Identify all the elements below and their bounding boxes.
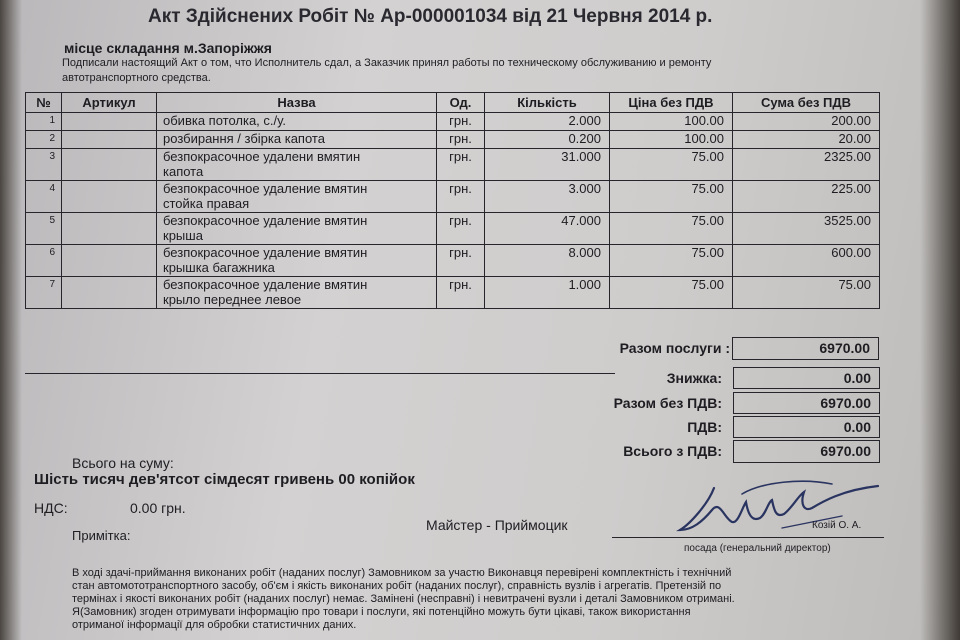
- cell-name-line2: крышка багажника: [163, 260, 275, 275]
- intro-line-2: автотранспортного средства.: [62, 72, 211, 84]
- discount-label: Знижка:: [666, 370, 722, 386]
- cell-price: 100.00: [610, 113, 733, 131]
- discount-value: 0.00: [733, 367, 880, 389]
- cell-name: [157, 131, 437, 149]
- cell-name-line2: стойка правая: [163, 196, 250, 211]
- handwritten-signature-icon: [672, 478, 882, 542]
- cell-name: [157, 181, 437, 213]
- cell-name: [157, 277, 437, 309]
- header-article: Артикул: [62, 93, 157, 113]
- header-qty: Кількість: [485, 93, 610, 113]
- cell-sum: 2325.00: [733, 149, 880, 181]
- signer-position: посада (генеральний директор): [684, 543, 831, 554]
- cell-article: [62, 181, 157, 213]
- cell-name: [157, 113, 437, 131]
- document-title: Акт Здійснених Робіт № Ар-000001034 від 21 Червня 2014 р.: [148, 6, 713, 27]
- nds-value: 0.00 грн.: [130, 500, 186, 516]
- table-row: [26, 113, 880, 131]
- photo-shadow-left: [0, 0, 22, 640]
- fine-print-line-4: Я(Замовник) згоден отримувати інформацію про товари і послуги, які потенційно можуть бути цікаві, також використання: [72, 606, 691, 618]
- cell-no: 5: [26, 213, 62, 245]
- table-row: [26, 181, 880, 213]
- total-no-vat-value: 6970.00: [733, 392, 880, 414]
- cell-unit: грн.: [437, 131, 485, 149]
- cell-no: 1: [26, 113, 62, 131]
- divider-line: [25, 373, 615, 374]
- services-total-value: 6970.00: [732, 337, 879, 360]
- table-header-row: [26, 93, 880, 113]
- cell-name-line1: обивка потолка, с./у.: [163, 113, 286, 128]
- cell-unit: грн.: [437, 245, 485, 277]
- vat-total-label: ПДВ:: [687, 419, 722, 435]
- cell-price: 75.00: [610, 213, 733, 245]
- cell-name: [157, 149, 437, 181]
- cell-no: 2: [26, 131, 62, 149]
- table-row: [26, 277, 880, 309]
- cell-qty: 8.000: [485, 245, 610, 277]
- note-label: Примітка:: [72, 528, 131, 543]
- signer-name: Козій О. А.: [812, 520, 862, 531]
- cell-sum: 3525.00: [733, 213, 880, 245]
- fine-print-line-2: стан автомототранспортного засобу, об'єм і якість виконаних робіт (наданих послуг), справність вузлів і агрегатів. Претензій по: [72, 580, 722, 592]
- cell-article: [62, 245, 157, 277]
- cell-price: 100.00: [610, 131, 733, 149]
- cell-sum: 600.00: [733, 245, 880, 277]
- cell-no: 6: [26, 245, 62, 277]
- intro-line-1: Подписали настоящий Акт о том, что Исполнитель сдал, а Заказчик принял работы по техническому обслуживанию и ремонту: [62, 57, 712, 69]
- cell-sum: 225.00: [733, 181, 880, 213]
- sum-label: Всього на суму:: [72, 455, 174, 471]
- table-row: [26, 245, 880, 277]
- cell-article: [62, 113, 157, 131]
- header-name: Назва: [157, 93, 437, 113]
- total-with-vat-label: Всього з ПДВ:: [623, 443, 722, 459]
- table-row: [26, 213, 880, 245]
- photo-shadow-right: [920, 0, 960, 640]
- cell-qty: 47.000: [485, 213, 610, 245]
- total-no-vat-label: Разом без ПДВ:: [613, 395, 722, 411]
- vat-total-value: 0.00: [733, 416, 880, 438]
- cell-unit: грн.: [437, 149, 485, 181]
- nds-label: НДС:: [34, 500, 68, 516]
- cell-qty: 3.000: [485, 181, 610, 213]
- cell-price: 75.00: [610, 277, 733, 309]
- cell-sum: 75.00: [733, 277, 880, 309]
- cell-name-line1: безпокрасочное удаление вмятин: [163, 277, 368, 292]
- cell-name-line2: крыша: [163, 228, 203, 243]
- sum-in-words: Шість тисяч дев'ятсот сімдесят гривень 00 копійок: [34, 471, 415, 488]
- cell-name-line2: капота: [163, 164, 204, 179]
- cell-unit: грн.: [437, 277, 485, 309]
- cell-article: [62, 131, 157, 149]
- cell-unit: грн.: [437, 213, 485, 245]
- cell-sum: 20.00: [733, 131, 880, 149]
- cell-name-line1: розбирання / збірка капота: [163, 131, 325, 146]
- fine-print-line-5: отриманої інформації для обробки статистичних даних.: [72, 619, 357, 631]
- fine-print-line-1: В ході здачі-приймання виконаних робіт (наданих послуг) Замовником за участю Виконавця перевірені комплектність і технічний: [72, 567, 732, 579]
- cell-article: [62, 277, 157, 309]
- header-no: №: [26, 93, 62, 113]
- cell-price: 75.00: [610, 245, 733, 277]
- cell-qty: 31.000: [485, 149, 610, 181]
- services-total-label: Разом послуги :: [619, 340, 730, 356]
- document-place: місце складання м.Запоріжжя: [64, 40, 272, 56]
- works-table: [25, 92, 880, 309]
- cell-qty: 2.000: [485, 113, 610, 131]
- cell-no: 7: [26, 277, 62, 309]
- header-price: Ціна без ПДВ: [610, 93, 733, 113]
- cell-price: 75.00: [610, 149, 733, 181]
- master-label: Майстер - Приймоцик: [426, 517, 568, 533]
- cell-article: [62, 149, 157, 181]
- table-row: [26, 131, 880, 149]
- cell-name-line1: безпокрасочное удалени вмятин: [163, 149, 361, 164]
- cell-sum: 200.00: [733, 113, 880, 131]
- cell-qty: 1.000: [485, 277, 610, 309]
- header-unit: Од.: [437, 93, 485, 113]
- cell-name: [157, 213, 437, 245]
- total-with-vat-value: 6970.00: [733, 440, 880, 463]
- cell-no: 3: [26, 149, 62, 181]
- cell-name-line1: безпокрасочное удаление вмятин: [163, 245, 368, 260]
- cell-qty: 0.200: [485, 131, 610, 149]
- cell-price: 75.00: [610, 181, 733, 213]
- cell-name-line2: крыло переднее левое: [163, 292, 302, 307]
- table-row: [26, 149, 880, 181]
- header-sum: Сума без ПДВ: [733, 93, 880, 113]
- cell-unit: грн.: [437, 181, 485, 213]
- cell-no: 4: [26, 181, 62, 213]
- cell-name-line1: безпокрасочное удаление вмятин: [163, 213, 368, 228]
- cell-name: [157, 245, 437, 277]
- cell-name-line1: безпокрасочное удаление вмятин: [163, 181, 368, 196]
- cell-unit: грн.: [437, 113, 485, 131]
- fine-print-line-3: термінах і якості виконаних робіт (наданих послуг) немає. Замінені (несправні) і невитрачені вузли і деталі Замовником отримані.: [72, 593, 735, 605]
- cell-article: [62, 213, 157, 245]
